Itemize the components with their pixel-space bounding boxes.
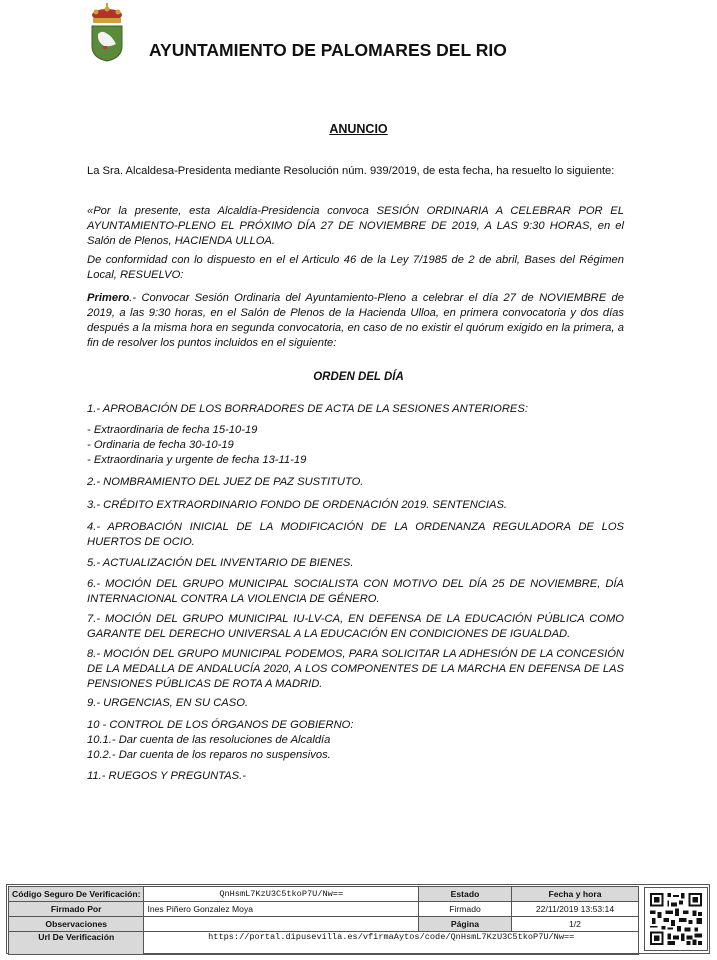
fecha-value: 22/11/2019 13:53:14 [512, 902, 639, 917]
verification-footer [6, 884, 710, 954]
intro-paragraph: La Sra. Alcaldesa-Presidenta mediante Resolución núm. 939/2019, de esta fecha, ha resuelto lo siguiente: [87, 165, 615, 177]
crown-icon [92, 3, 122, 23]
convocatoria-paragraph: «Por la presente, esta Alcaldía-Presidencia convoca SESIÓN ORDINARIA A CELEBRAR POR EL AYUNTAMIENTO-PLENO EL PRÓXIMO DÍA 27 DE NOVIEMBRE DE 2019, A LAS 9:30 HORAS, en el Salón de Plenos, HACIENDA ULLOA. [87, 205, 624, 247]
agenda-item-1-sublist [87, 423, 624, 468]
orden-del-dia-title: ORDEN DEL DÍA [313, 371, 404, 383]
table-row [9, 887, 639, 902]
url-value[interactable]: https://portal.dipusevilla.es/vfirmaAytos/code/QnHsmL7KzU3C5tkoP7U/Nw== [144, 932, 639, 955]
agenda-item-1: 1.- APROBACIÓN DE LOS BORRADORES DE ACTA DE LA SESIONES ANTERIORES: [87, 403, 528, 415]
estado-value: Firmado [419, 902, 512, 917]
agenda-subitem: - Ordinaria de fecha 30-10-19 [87, 439, 234, 451]
table-row [9, 902, 639, 917]
agenda-item-11: 11.- RUEGOS Y PREGUNTAS.- [87, 770, 246, 782]
url-label: Url De Verificación [9, 932, 144, 955]
fecha-label: Fecha y hora [512, 887, 639, 902]
organization-title: AYUNTAMIENTO DE PALOMARES DEL RIO [149, 40, 507, 60]
agenda-item-6: 6.- MOCIÓN DEL GRUPO MUNICIPAL SOCIALISTA CON MOTIVO DEL DÍA 25 DE NOVIEMBRE, DÍA INTERNACIONAL CONTRA LA VIOLENCIA DE GÉNERO. [87, 578, 624, 605]
observaciones-value [144, 917, 419, 932]
agenda-item-5: 5.- ACTUALIZACIÓN DEL INVENTARIO DE BIENES. [87, 557, 354, 569]
verification-table [8, 886, 639, 955]
pagina-value: 1/2 [512, 917, 639, 932]
agenda-item-10: 10 - CONTROL DE LOS ÓRGANOS DE GOBIERNO: [87, 719, 354, 731]
agenda-subitem: 10.1.- Dar cuenta de las resoluciones de Alcaldía [87, 734, 331, 746]
agenda-item-10-sublist [87, 733, 624, 763]
table-row [9, 932, 639, 955]
agenda-item-4: 4.- APROBACIÓN INICIAL DE LA MODIFICACIÓN DE LA ORDENANZA REGULADORA DE LOS HUERTOS DE OCIO. [87, 521, 624, 548]
primero-text: .- Convocar Sesión Ordinaria del Ayuntamiento-Pleno a celebrar el día 27 de NOVIEMBRE de 2019, a las 9:30 horas, en el Salón de Plenos de la Hacienda Ulloa, en primera convocatoria y dos días después a la misma hora en segunda convocatoria, en caso de no existir el quórum exigido en la primera, a fin de resolver los puntos incluidos en el siguiente: [87, 292, 624, 349]
primero-label: Primero [87, 292, 130, 304]
coat-of-arms-logo [90, 2, 124, 62]
codigo-value: QnHsmL7KzU3C5tkoP7U/Nw== [144, 887, 419, 902]
agenda-item-3: 3.- CRÉDITO EXTRAORDINARIO FONDO DE ORDENACIÓN 2019. SENTENCIAS. [87, 499, 508, 511]
agenda-item-7: 7.- MOCIÓN DEL GRUPO MUNICIPAL IU-LV-CA, EN DEFENSA DE LA EDUCACIÓN PÚBLICA COMO GARANTE DEL DERECHO UNIVERSAL A LA EDUCACIÓN EN CONDICIONES DE IGUALDAD. [87, 613, 624, 640]
conformidad-paragraph: De conformidad con lo dispuesto en el el Articulo 46 de la Ley 7/1985 de 2 de abril, Bases del Régimen Local, RESUELVO: [87, 254, 624, 281]
firmado-por-value: Ines Piñero Gonzalez Moya [144, 902, 419, 917]
document-title: ANUNCIO [329, 122, 388, 136]
agenda-item-9: 9.- URGENCIAS, EN SU CASO. [87, 697, 249, 709]
observaciones-label: Observaciones [9, 917, 144, 932]
agenda-subitem: - Extraordinaria y urgente de fecha 13-11-19 [87, 454, 307, 466]
codigo-label: Código Seguro De Verificación: [9, 887, 144, 902]
qr-code-icon [644, 887, 708, 951]
primero-paragraph [87, 291, 624, 351]
agenda-subitem: 10.2.- Dar cuenta de los reparos no suspensivos. [87, 749, 331, 761]
table-row [9, 917, 639, 932]
agenda-item-2: 2.- NOMBRAMIENTO DEL JUEZ DE PAZ SUSTITUTO. [87, 476, 364, 488]
estado-label: Estado [419, 887, 512, 902]
pagina-label: Página [419, 917, 512, 932]
agenda-item-8: 8.- MOCIÓN DEL GRUPO MUNICIPAL PODEMOS, PARA SOLICITAR LA ADHESIÓN DE LA CONCESIÓN DE LA MEDALLA DE ANDALUCÍA 2020, A LOS COMPONENTES DE LA MARCHA EN DEFENSA DE LAS PENSIONES PÚBLICAS DE ROTA A MADRID. [87, 648, 624, 690]
firmado-por-label: Firmado Por [9, 902, 144, 917]
agenda-subitem: - Extraordinaria de fecha 15-10-19 [87, 424, 258, 436]
